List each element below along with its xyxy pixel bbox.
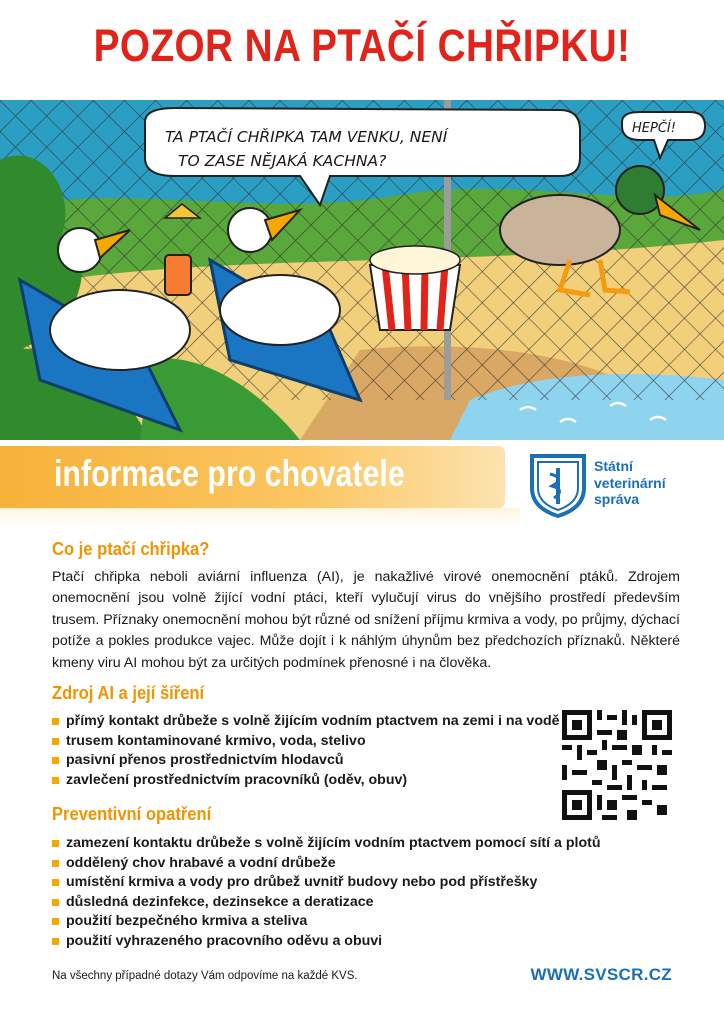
prevention-list [52, 834, 601, 952]
list-item: použití vyhrazeného pracovního oděvu a obuvi [52, 932, 601, 952]
cocktail-glass [165, 255, 191, 295]
logo-line-3: správa [594, 491, 640, 507]
speech-line-2: TO ZASE NĚJAKÁ KACHNA? [178, 152, 387, 170]
cartoon-illustration [0, 100, 724, 440]
mallard-duck [500, 195, 620, 265]
list-item: umístění krmiva a vody pro drůbež uvnitř budovy nebo pod přístřešky [52, 873, 601, 893]
list-item: důsledná dezinfekce, dezinsekce a deratizace [52, 893, 601, 913]
white-duck-right [220, 275, 340, 345]
list-item: zamezení kontaktu drůbeže s volně žijícím vodním ptactvem pomocí sítí a plotů [52, 834, 601, 854]
banner-title: informace pro chovatele [54, 453, 405, 494]
intro-paragraph: Ptačí chřipka neboli aviární influenza (AI), je nakažlivé virové onemocnění ptáků. Zdrojem onemocnění jsou volně žijící vodní ptáci, kteří vylučují virus do vnějšího prostředí především trusem. Příznaky onemocnění mohou být různé od snížení příjmu krmiva a vody, po průjmy, dýchací potíže a pokles produkce vajec. Může dojít i k náhlým úhynům bez předchozích příznaků. Některé kmeny viru AI mohou být za určitých podmínek přenosné i na člověka. [52, 569, 680, 671]
white-duck-left [50, 290, 190, 370]
source-list [52, 712, 560, 790]
website-link[interactable]: WWW.SVSCR.CZ [530, 965, 672, 984]
logo-line-2: veterinární [594, 474, 666, 491]
list-item: oddělený chov hrabavé a vodní drůbeže [52, 854, 601, 874]
list-item: přímý kontakt drůbeže s volně žijícím vodním ptactvem na zemi i na vodě [52, 712, 560, 732]
qr-code[interactable] [562, 710, 672, 820]
duck-speech-text: HEPČÍ! [632, 121, 676, 136]
heading-source: Zdroj AI a její šíření [52, 683, 205, 703]
list-item: pasivní přenos prostřednictvím hlodavců [52, 751, 560, 771]
svs-shield-logo [528, 452, 588, 518]
cartoon-scene [0, 100, 724, 440]
list-item: použití bezpečného krmiva a steliva [52, 912, 601, 932]
list-item: zavlečení prostřednictvím pracovníků (oděv, obuv) [52, 771, 560, 791]
speech-line-1: TA PTAČÍ CHŘIPKA TAM VENKU, NENÍ [165, 128, 448, 146]
poster-title: POZOR NA PTAČÍ CHŘIPKU! [93, 20, 631, 71]
logo-wordmark [594, 458, 666, 508]
heading-what-is: Co je ptačí chřipka? [52, 539, 210, 559]
logo-line-1: Státní [594, 458, 633, 474]
footer-note: Na všechny případné dotazy Vám odpovíme na každé KVS. [52, 970, 358, 982]
heading-prevention: Preventivní opatření [52, 804, 212, 824]
list-item: trusem kontaminované krmivo, voda, stelivo [52, 732, 560, 752]
